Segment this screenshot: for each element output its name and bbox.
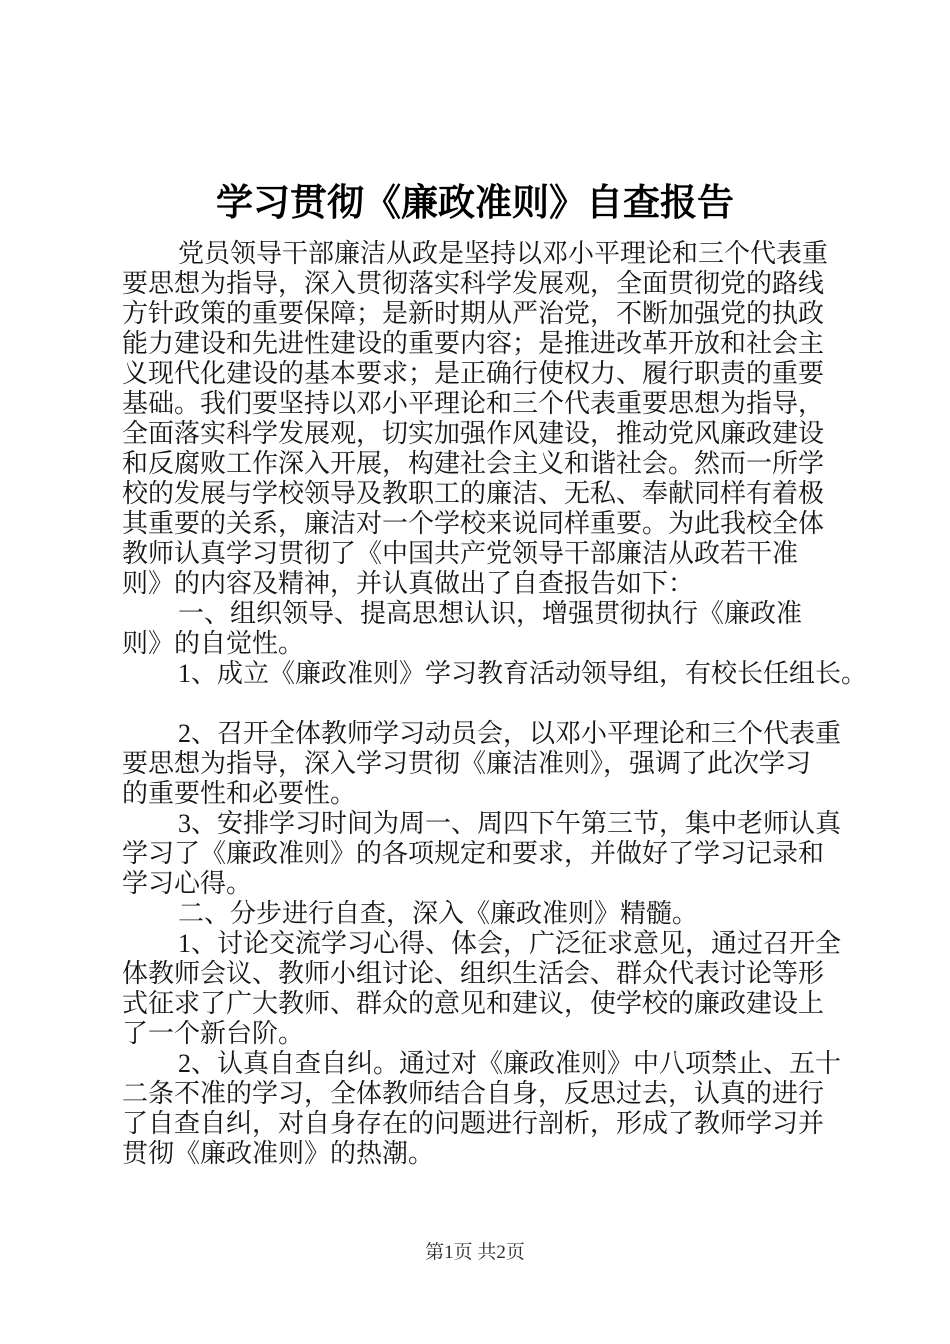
text-line: 二条不准的学习，全体教师结合自身，反思过去，认真的进行 bbox=[122, 1079, 825, 1108]
text-line: 教师认真学习贯彻了《中国共产党领导干部廉洁从政若干准 bbox=[122, 539, 799, 568]
blank-line bbox=[122, 689, 834, 719]
document-title: 学习贯彻《廉政准则》自查报告 bbox=[216, 182, 734, 223]
text-line: 党员领导干部廉洁从政是坚持以邓小平理论和三个代表重 bbox=[178, 239, 829, 268]
text-line: 全面落实科学发展观，切实加强作风建设，推动党风廉政建设 bbox=[122, 419, 825, 448]
text-line: 体教师会议、教师小组讨论、组织生活会、群众代表讨论等形 bbox=[122, 959, 825, 988]
text-line: 要思想为指导，深入贯彻落实科学发展观，全面贯彻党的路线 bbox=[122, 269, 825, 298]
text-line: 了自查自纠，对自身存在的问题进行剖析，形成了教师学习并 bbox=[122, 1109, 825, 1138]
text-line: 其重要的关系，廉洁对一个学校来说同样重要。为此我校全体 bbox=[122, 509, 825, 538]
text-line: 一、组织领导、提高思想认识，增强贯彻执行《廉政准 bbox=[178, 599, 803, 628]
text-line: 能力建设和先进性建设的重要内容；是推进改革开放和社会主 bbox=[122, 329, 825, 358]
page-number-label: 第1页 共2页 bbox=[425, 1242, 525, 1263]
text-line: 方针政策的重要保障；是新时期从严治党，不断加强党的执政 bbox=[122, 299, 825, 328]
text-line: 式征求了广大教师、群众的意见和建议，使学校的廉政建设上 bbox=[122, 989, 825, 1018]
text-line: 2、召开全体教师学习动员会，以邓小平理论和三个代表重 bbox=[178, 719, 842, 748]
text-line: 要思想为指导，深入学习贯彻《廉洁准则》，强调了此次学习 bbox=[122, 749, 812, 778]
text-line: 3、安排学习时间为周一、周四下午第三节，集中老师认真 bbox=[178, 809, 842, 838]
text-line: 校的发展与学校领导及教职工的廉洁、无私、奉献同样有着极 bbox=[122, 479, 825, 508]
text-line: 义现代化建设的基本要求；是正确行使权力、履行职责的重要 bbox=[122, 359, 825, 388]
text-line: 1、讨论交流学习心得、体会，广泛征求意见，通过召开全 bbox=[178, 929, 842, 958]
text-line: 基础。我们要坚持以邓小平理论和三个代表重要思想为指导， bbox=[122, 389, 825, 418]
text-line: 学习了《廉政准则》的各项规定和要求，并做好了学习记录和 bbox=[122, 839, 825, 868]
page-footer bbox=[0, 1241, 950, 1265]
text-line: 的重要性和必要性。 bbox=[122, 779, 357, 808]
text-line: 了一个新台阶。 bbox=[122, 1019, 305, 1048]
document-body bbox=[122, 239, 868, 1169]
text-line: 2、认真自查自纠。通过对《廉政准则》中八项禁止、五十 bbox=[178, 1049, 842, 1078]
text-line: 和反腐败工作深入开展，构建社会主义和谐社会。然而一所学 bbox=[122, 449, 825, 478]
text-line: 学习心得。 bbox=[122, 869, 253, 898]
text-line: 则》的内容及精神，并认真做出了自查报告如下： bbox=[122, 569, 695, 598]
text-line: 1、成立《廉政准则》学习教育活动领导组，有校长任组长。 bbox=[178, 659, 868, 688]
text-line: 二、分步进行自查，深入《廉政准则》精髓。 bbox=[178, 899, 699, 928]
text-line: 则》的自觉性。 bbox=[122, 629, 305, 658]
text-line: 贯彻《廉政准则》的热潮。 bbox=[122, 1139, 435, 1168]
